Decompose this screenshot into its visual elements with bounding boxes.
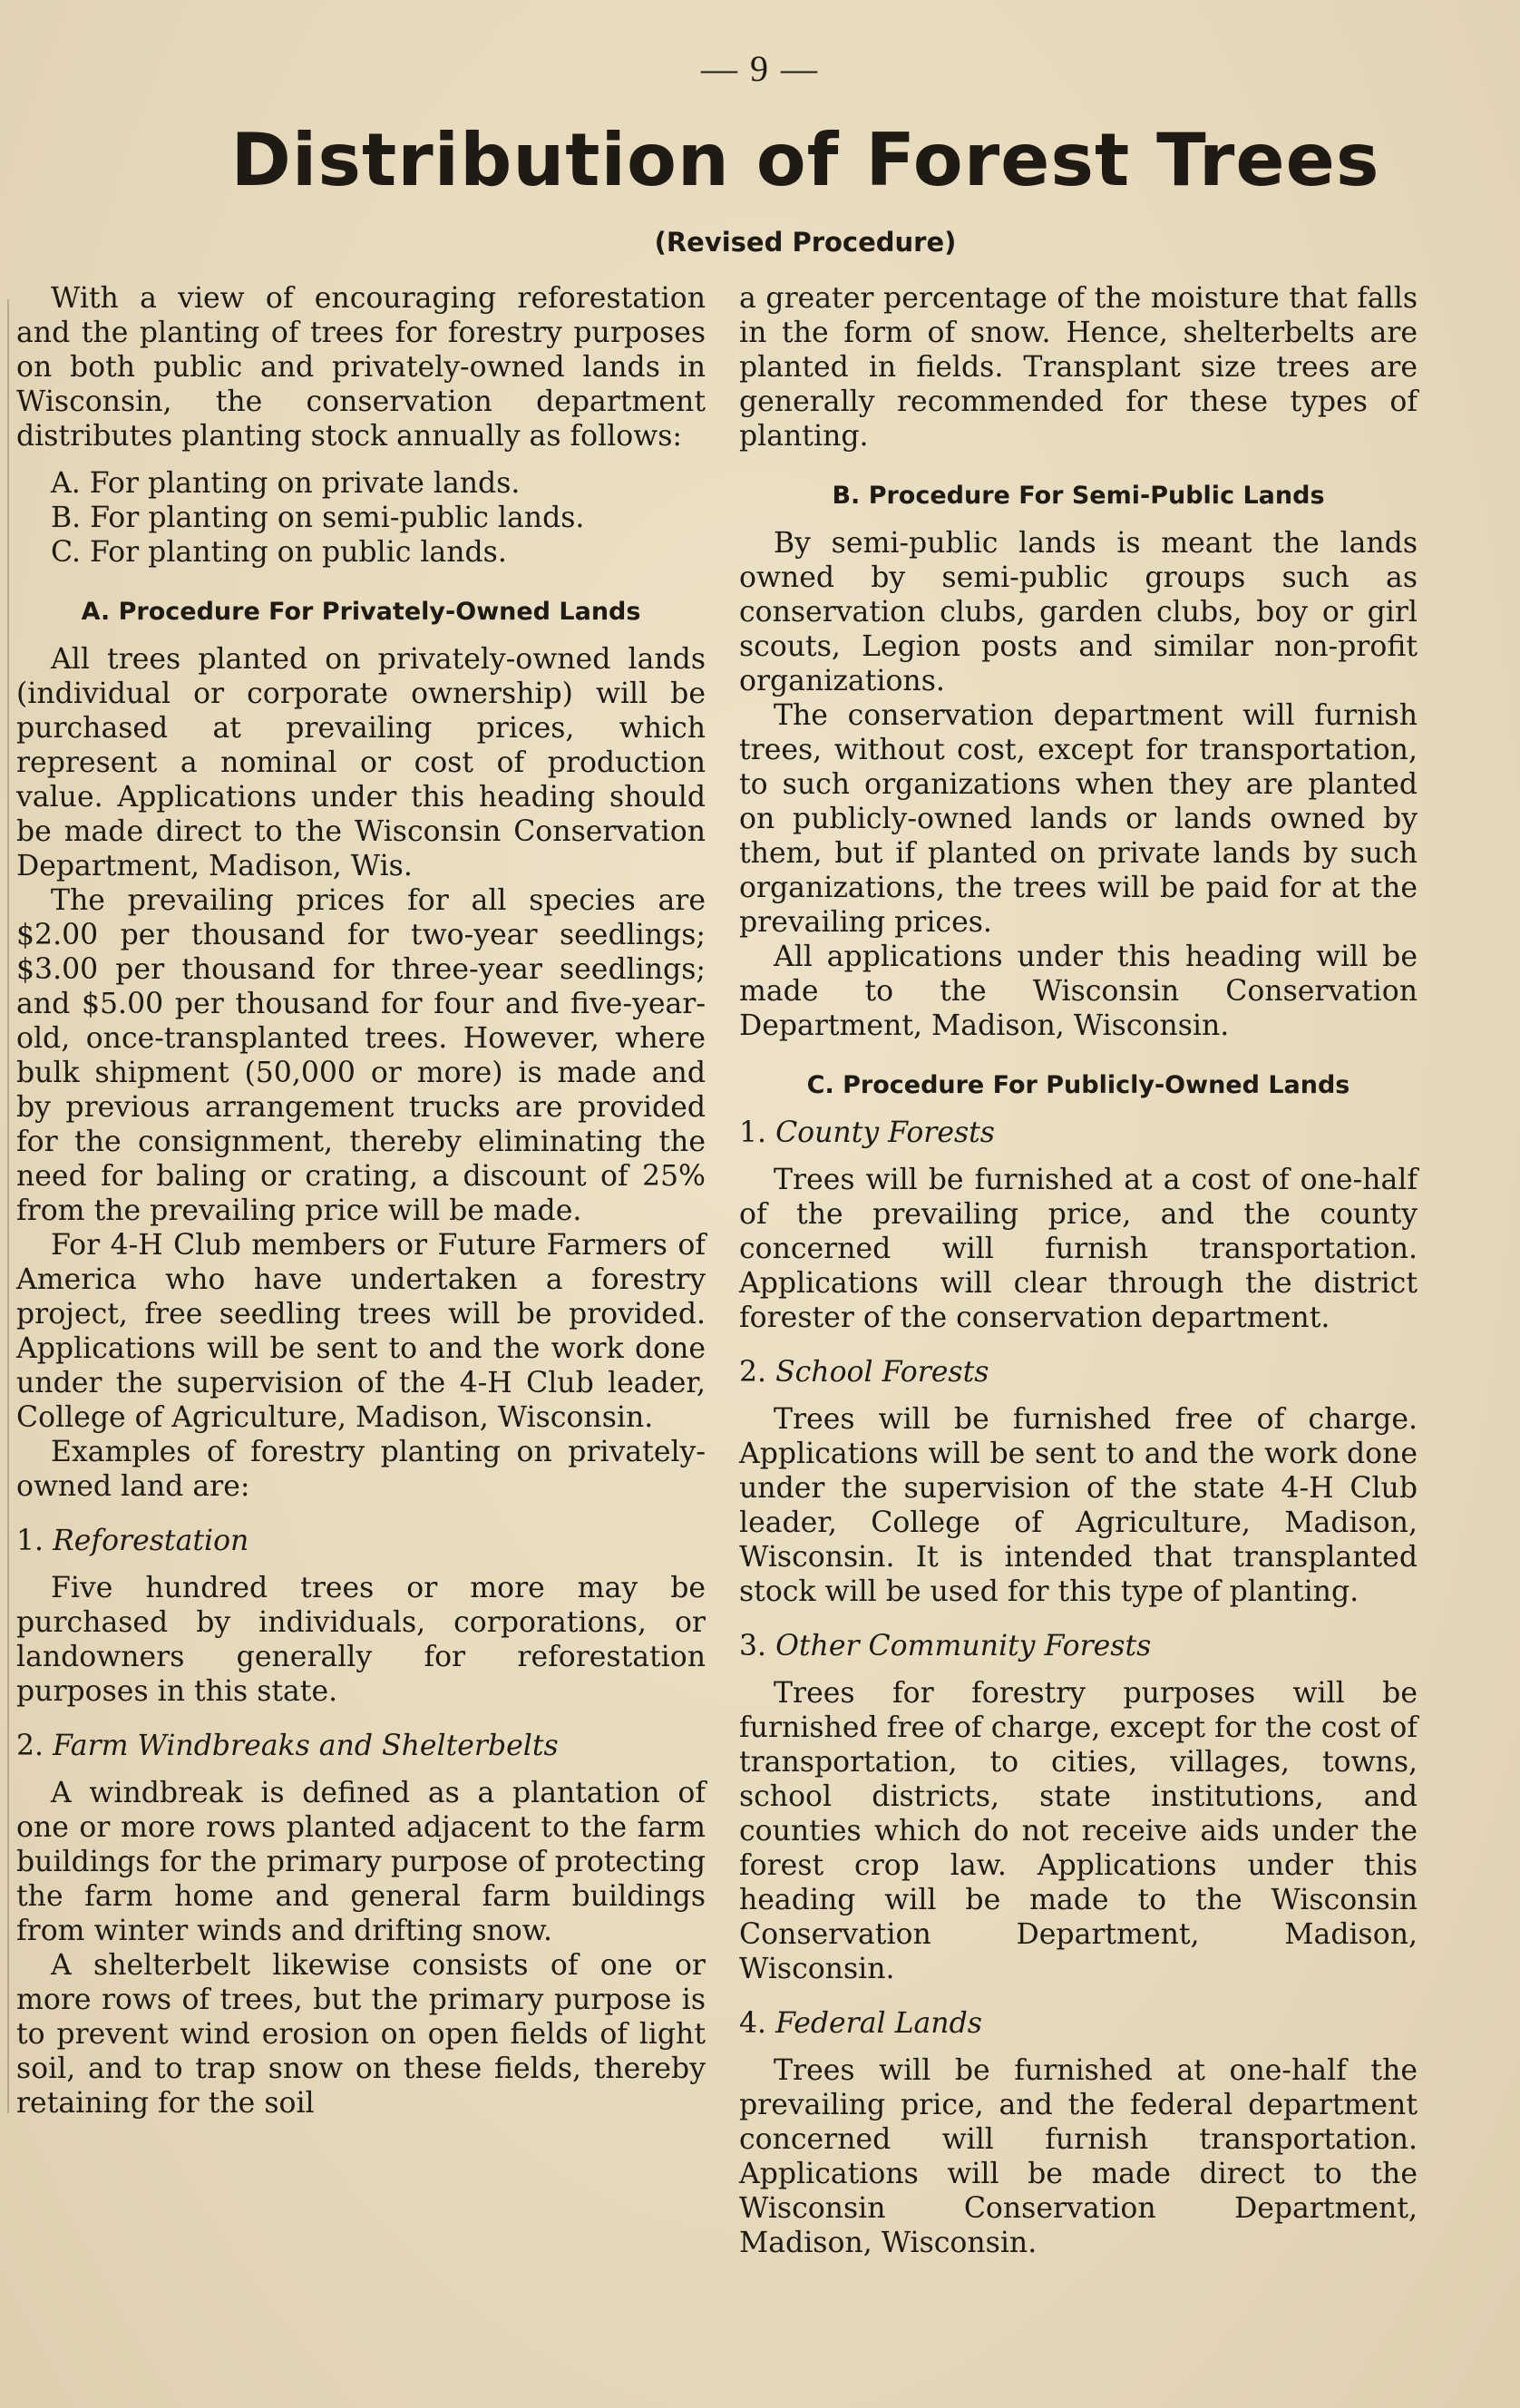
item-number: 1.	[739, 1116, 767, 1149]
intro-paragraph: With a view of encouraging reforestation and the planting of trees for forestry purposes on both public and privately-owned lands in Wisconsin, the conservation department distributes planting stock annually as follows:	[16, 282, 706, 453]
item-number: 4.	[739, 2007, 767, 2040]
shelterbelt-paragraph: A shelterbelt likewise consists of one or more rows of trees, but the primary purpose is to prevent wind erosion on open fields of light soil, and to trap snow on these fields, thereby retaining for the soil	[16, 1949, 706, 2120]
item-title: Other Community Forests	[775, 1630, 1152, 1662]
item-title: School Forests	[775, 1356, 989, 1389]
county-forests-paragraph: Trees will be furnished at a cost of one-half of the prevailing price, and the county concerned will furnish transportation. Applications will clear through the district forester of the conservation department.	[739, 1164, 1418, 1334]
left-column	[16, 281, 706, 2120]
section-a-paragraph: For 4-H Club members or Future Farmers of America who have undertaken a forestry project, free seedling trees will be provided. Applications will be sent to and the work done under the supervision of the 4-H Club leader, College of Agriculture, Madison, Wisconsin.	[16, 1229, 706, 1434]
list-item: B. For planting on semi-public lands.	[51, 502, 585, 534]
item-number: 2.	[739, 1356, 767, 1389]
item-title: Federal Lands	[775, 2007, 982, 2040]
section-a-heading: A. Procedure For Privately-Owned Lands	[81, 598, 641, 626]
right-column	[739, 281, 1418, 2260]
item-title: County Forests	[775, 1116, 995, 1149]
item-title: Reforestation	[53, 1525, 249, 1557]
list-item: A. For planting on private lands.	[51, 467, 521, 500]
item-heading-reforestation	[16, 1524, 706, 1558]
section-b-paragraph: The conservation department will furnish trees, without cost, except for transportation, to such organizations when they are planted on publicly-owned lands or lands owned by them, but if planted on private lands by such organizations, the trees will be paid for at the prevailing prices.	[739, 699, 1418, 939]
page-number: — 9 —	[701, 48, 819, 89]
section-c-heading: C. Procedure For Publicly-Owned Lands	[806, 1071, 1350, 1099]
item-title: Farm Windbreaks and Shelterbelts	[53, 1730, 559, 1762]
item-heading-school-forests	[739, 1355, 1418, 1389]
item-heading-federal-lands	[739, 2006, 1418, 2041]
page-title: Distribution of Forest Trees	[230, 118, 1380, 202]
reforestation-paragraph: Five hundred trees or more may be purchased by individuals, corporations, or landowners generally for reforestation purposes in this state.	[16, 1572, 706, 1708]
item-heading-community-forests	[739, 1629, 1418, 1663]
section-b-paragraph: By semi-public lands is meant the lands owned by semi-public groups such as conservation clubs, garden clubs, boy or girl scouts, Legion posts and similar non-profit organizations.	[739, 527, 1418, 697]
section-a-paragraph: All trees planted on privately-owned lands (individual or corporate ownership) will be purchased at prevailing prices, which represent a nominal or cost of production value. Applications under this heading should be made direct to the Wisconsin Conservation Department, Madison, Wis.	[16, 643, 706, 882]
item-number: 2.	[16, 1730, 44, 1762]
list-item: C. For planting on public lands.	[51, 536, 507, 569]
continued-paragraph: a greater percentage of the moisture that falls in the form of snow. Hence, shelterbelts are planted in fields. Transplant size trees are generally recommended for these types of planting.	[739, 282, 1418, 453]
item-heading-windbreaks	[16, 1729, 706, 1763]
item-number: 1.	[16, 1525, 44, 1557]
section-a-paragraph: The prevailing prices for all species are $2.00 per thousand for two-year seedlings; $3.00 per thousand for three-year seedlings; and $5.00 per thousand for four and five-year-old, once-transplanted trees. However, where bulk shipment (50,000 or more) is made and by previous arrangement trucks are provided for the consignment, thereby eliminating the need for baling or crating, a discount of 25% from the prevailing price will be made.	[16, 884, 706, 1227]
section-b-heading: B. Procedure For Semi-Public Lands	[832, 482, 1325, 510]
item-heading-county-forests	[739, 1116, 1418, 1150]
section-a-paragraph: Examples of forestry planting on privately-owned land are:	[16, 1436, 706, 1503]
federal-lands-paragraph: Trees will be furnished at one-half the prevailing price, and the federal department concerned will furnish transportation. Applications will be made direct to the Wisconsin Conservation Department, Madison, Wisconsin.	[739, 2054, 1418, 2259]
page-edge-shadow	[7, 299, 9, 2113]
page-subtitle: (Revised Procedure)	[654, 227, 957, 258]
community-forests-paragraph: Trees for forestry purposes will be furnished free of charge, except for the cost of transportation, to cities, villages, towns, school districts, state institutions, and counties which do not receive aids under the forest crop law. Applications under this heading will be made to the Wisconsin Conservation Department, Madison, Wisconsin.	[739, 1677, 1418, 1985]
windbreak-paragraph: A windbreak is defined as a plantation of one or more rows planted adjacent to the farm buildings for the primary purpose of protecting the farm home and general farm buildings from winter winds and drifting snow.	[16, 1777, 706, 1947]
item-number: 3.	[739, 1630, 767, 1662]
section-b-paragraph: All applications under this heading will be made to the Wisconsin Conservation Department, Madison, Wisconsin.	[739, 941, 1418, 1042]
school-forests-paragraph: Trees will be furnished free of charge. Applications will be sent to and the work done under the supervision of the state 4-H Club leader, College of Agriculture, Madison, Wisconsin. It is intended that transplanted stock will be used for this type of planting.	[739, 1403, 1418, 1608]
